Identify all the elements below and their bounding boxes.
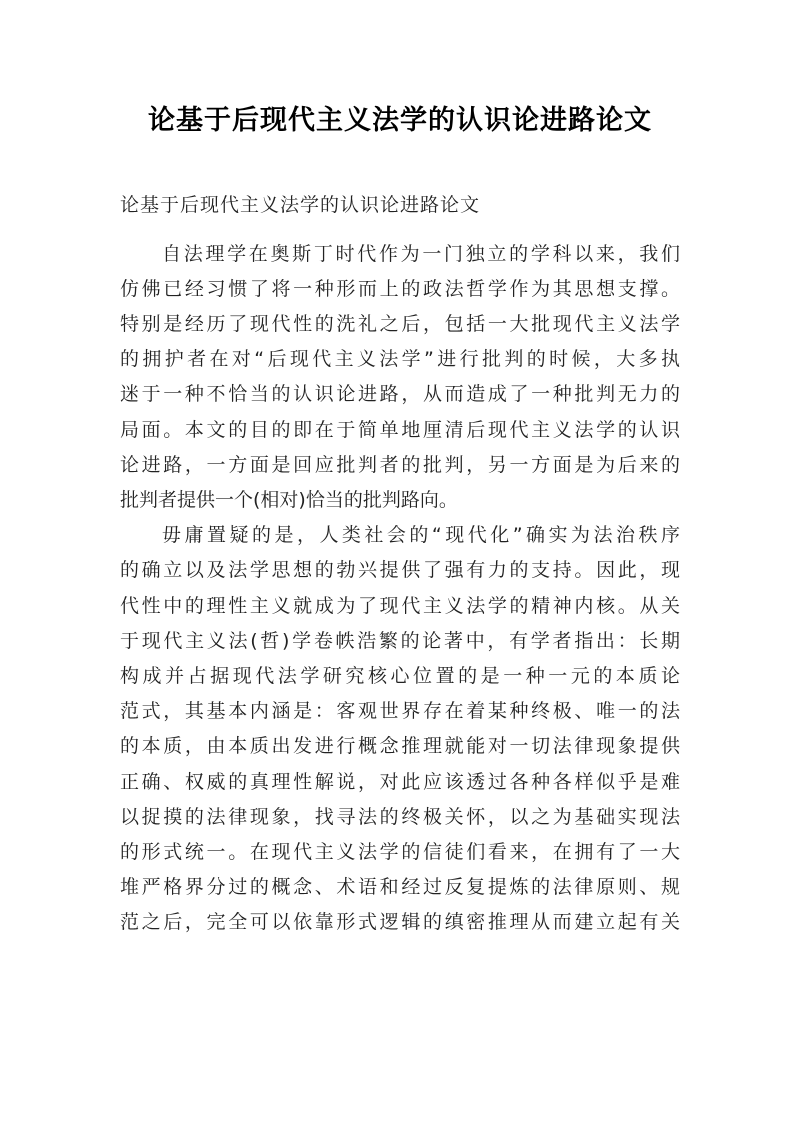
paragraph-line: 的确立以及法学思想的勃兴提供了强有力的支持。因此，现 bbox=[120, 559, 680, 581]
paragraph-line: 特别是经历了现代性的洗礼之后，包括一大批现代主义法学 bbox=[120, 313, 680, 335]
document-subtitle: 论基于后现代主义法学的认识论进路论文 bbox=[120, 194, 481, 216]
paragraph-line: 的形式统一。在现代主义法学的信徒们看来，在拥有了一大 bbox=[120, 841, 680, 863]
paragraph-line: 的拥护者在对“后现代主义法学”进行批判的时候，大多执 bbox=[120, 348, 680, 370]
paragraph-line: 自法理学在奥斯丁时代作为一门独立的学科以来，我们 bbox=[162, 243, 680, 265]
document-title: 论基于后现代主义法学的认识论进路论文 bbox=[148, 105, 652, 136]
paragraph-line: 正确、权威的真理性解说，对此应该透过各种各样似乎是难 bbox=[120, 771, 680, 793]
paragraph-line: 论进路，一方面是回应批判者的批判，另一方面是为后来的 bbox=[120, 454, 680, 476]
paragraph-line: 的本质，由本质出发进行概念推理就能对一切法律现象提供 bbox=[120, 735, 680, 757]
paragraph-line: 批判者提供一个(相对)恰当的批判路向。 bbox=[120, 489, 458, 511]
paragraph-line: 以捉摸的法律现象，找寻法的终极关怀，以之为基础实现法 bbox=[120, 806, 680, 828]
paragraph-line: 范式，其基本内涵是：客观世界存在着某种终极、唯一的法 bbox=[120, 700, 680, 722]
paragraph-line: 局面。本文的目的即在于简单地厘清后现代主义法学的认识 bbox=[120, 419, 680, 441]
paragraph-line: 仿佛已经习惯了将一种形而上的政法哲学作为其思想支撑。 bbox=[120, 278, 680, 300]
paragraph-line: 构成并占据现代法学研究核心位置的是一种一元的本质论 bbox=[120, 665, 680, 687]
paragraph-line: 于现代主义法(哲)学卷帙浩繁的论著中，有学者指出：长期 bbox=[120, 630, 680, 652]
paragraph-line: 毋庸置疑的是，人类社会的“现代化”确实为法治秩序 bbox=[162, 524, 680, 546]
paragraph-line: 堆严格界分过的概念、术语和经过反复提炼的法律原则、规 bbox=[120, 876, 680, 898]
paragraph-line: 范之后，完全可以依靠形式逻辑的缜密推理从而建立起有关 bbox=[120, 911, 680, 933]
paragraph-line: 代性中的理性主义就成为了现代主义法学的精神内核。从关 bbox=[120, 595, 680, 617]
paragraph-line: 迷于一种不恰当的认识论进路，从而造成了一种批判无力的 bbox=[120, 383, 680, 405]
